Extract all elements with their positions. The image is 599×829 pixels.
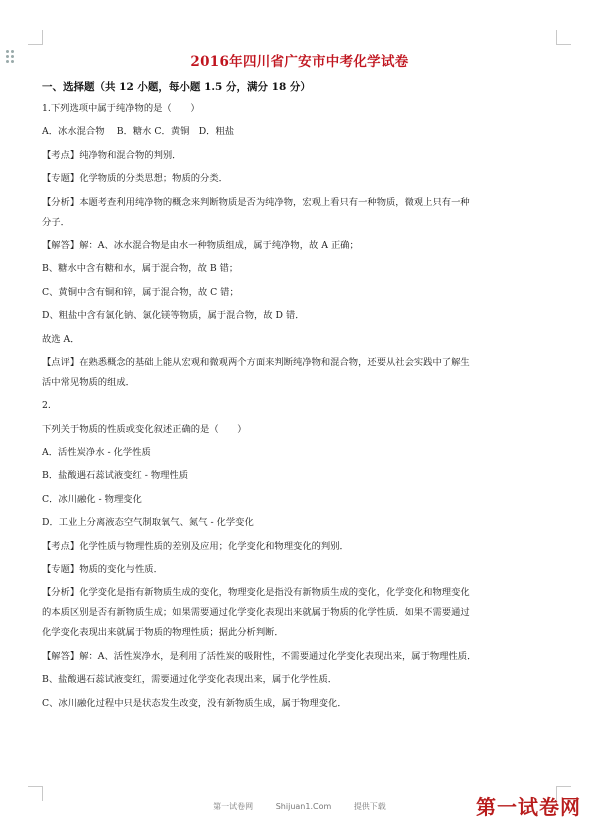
text-line: 【分析】本题考查利用纯净物的概念来判断物质是否为纯净物，宏观上看只有一种物质，微观上只有一种 (42, 196, 470, 208)
footer-site-name: 第一试卷网 (213, 802, 254, 811)
corner-mark-top-left (28, 30, 43, 45)
text-line: C、黄铜中含有铜和锌，属于混合物，故 C 错； (42, 286, 239, 298)
text-line: B、糖水中含有糖和水，属于混合物，故 B 错； (42, 263, 239, 275)
footer-download-note: 提供下载 (353, 802, 386, 811)
text-line: D．工业上分离液态空气制取氧气、氮气 - 化学变化 (42, 517, 254, 529)
text-line: D、粗盐中含有氯化钠、氯化镁等物质，属于混合物，故 D 错． (42, 310, 305, 322)
text-line: A．冰水混合物 B．糖水 C．黄铜 D．粗盐 (42, 126, 235, 138)
text-line: C．冰川融化 - 物理变化 (42, 493, 142, 505)
text-line: 下列关于物质的性质或变化叙述正确的是（ ） (42, 423, 247, 435)
text-line: 的本质区别是否有新物质生成；如果需要通过化学变化表现出来就属于物质的化学性质．如果不需要通过 (42, 607, 470, 619)
text-line: 【点评】在熟悉概念的基础上能从宏观和微观两个方面来判断纯净物和混合物，还要从社会实践中了解生 (42, 356, 470, 368)
text-line: 【考点】化学性质与物理性质的差别及应用；化学变化和物理变化的判别． (42, 540, 349, 552)
text-line: 2. (42, 400, 51, 412)
footer-site-url[interactable]: Shijuan1.Com (275, 802, 332, 811)
page-title: 2016年四川省广安市中考化学试卷 (190, 54, 409, 70)
text-line: 故选 A． (42, 333, 80, 345)
text-line: 分子． (42, 216, 70, 228)
section-heading: 一、选择题（共 12 小题，每小题 1.5 分，满分 18 分） (42, 81, 311, 93)
text-line: 化学变化表现出来就属于物质的物理性质；据此分析判断． (42, 627, 284, 639)
text-line: 【专题】化学物质的分类思想；物质的分类． (42, 173, 228, 185)
text-line: 1.下列选项中属于纯净物的是（ ） (42, 103, 200, 114)
site-logo: 第一试卷网 (476, 795, 581, 819)
text-line: C、冰川融化过程中只是状态发生改变，没有新物质生成，属于物理变化． (42, 697, 347, 709)
text-line: 【考点】纯净物和混合物的判别． (42, 149, 182, 161)
text-line: 【分析】化学变化是指有新物质生成的变化，物理变化是指没有新物质生成的变化，化学变化和物理变化 (42, 587, 470, 599)
corner-mark-bottom-left (28, 786, 43, 801)
text-line: 【解答】解：A、冰水混合物是由水一种物质组成，属于纯净物，故 A 正确； (42, 239, 359, 251)
text-line: 【专题】物质的变化与性质． (42, 564, 163, 576)
text-line: A．活性炭净水 - 化学性质 (42, 447, 151, 459)
text-line: 活中常见物质的组成． (42, 376, 135, 388)
text-line: 【解答】解：A、活性炭净水，是利用了活性炭的吸附性，不需要通过化学变化表现出来，属于物理性质． (42, 650, 477, 662)
corner-mark-top-right (556, 30, 571, 45)
text-line: B．盐酸遇石蕊试液变红 - 物理性质 (42, 470, 189, 482)
text-line: B、盐酸遇石蕊试液变红，需要通过化学变化表现出来，属于化学性质． (42, 674, 338, 686)
document-body (42, 103, 562, 721)
